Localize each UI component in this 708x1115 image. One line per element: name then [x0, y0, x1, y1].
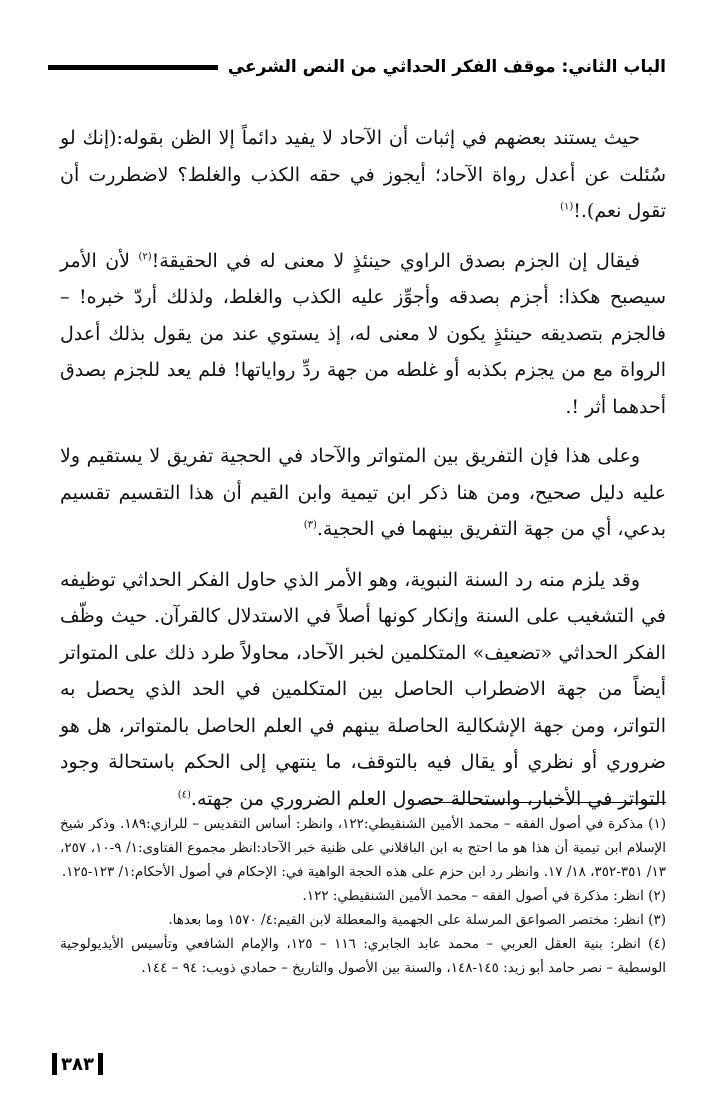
footnote-ref-2: (٢): [138, 251, 152, 263]
footnote-ref-4: (٤): [177, 789, 191, 801]
page-number-bar-right: [98, 1053, 103, 1075]
main-text: [60, 120, 666, 817]
paragraph-4: وقد يلزم منه رد السنة النبوية، وهو الأمر الذي حاول الفكر الحداثي توظيفه في التشغيب على السنة وإنكار كونها أصلاً في الاستدلال كالقرآن. حيث وظّف الفكر الحداثي «تضعيف» المتكلمين لخبر الآحاد، محاولاً طرد ذلك على المتواتر أيضاً من جهة الاضطراب الحاصل بين المتكلمين في الحد الذي يحصل به التواتر، ومن جهة الإشكالية الحاصلة بينهم في العلم الحاصل بالمتواتر، هل هو ضروري أو نظري أو يقال فيه بالتوقف، ما ينتهي إلى الحكم باستحالة وجود التواتر في الأخبار، واستحالة حصول العلم الضروري من جهته.$^{(٤)}$: [60, 568, 666, 810]
footnote-3: (٣) انظر: مختصر الصواعق المرسلة على الجهمية والمعطلة لابن القيم:٤/ ١٥٧٠ وما بعدها.: [168, 912, 666, 928]
paragraph-3: وعلى هذا فإن التفريق بين المتواتر والآحاد في الحجية تفريق لا يستقيم ولا عليه دليل صحيح، ومن هنا ذكر ابن تيمية وابن القيم أن هذا التقسيم تقسيم بدعي، أي من جهة التفريق بينهما في الحجية.$^{(٣)}$: [60, 445, 666, 540]
header-rule: [48, 65, 218, 70]
paragraph-1: حيث يستند بعضهم في إثبات أن الآحاد لا يفيد دائماً إلا الظن بقوله:(إنك لو سُئلت عن أعدل رواة الآحاد؛ أيجوز في حقه الكذب والغلط؟ لاضطررت أن تقول نعم).!$^{(١)}$: [60, 127, 666, 222]
footnote-ref-3: (٣): [303, 519, 317, 531]
chapter-title: الباب الثاني: موقف الفكر الحداثي من النص الشرعي: [227, 57, 666, 77]
paragraph-2: فيقال إن الجزم بصدق الراوي حينئذٍ لا معنى له في الحقيقة!$^{(٢)}$ لأن الأمر سيصبح هكذا: أجزم بصدقه وأجوِّز عليه الكذب والغلط، ولذلك أردّ خبره! – فالجزم بتصديقه حينئذٍ يكون لا معنى له، إذ يستوي عند من يقول بذلك أعدل الرواة مع من يجزم بكذبه أو غلطه من جهة ردِّ رواياتها! فلم يعد للجزم بصدق أحدهما أثر !.: [60, 249, 666, 418]
footnote-4: (٤) انظر: بنية العقل العربي – محمد عابد الجابري: ١١٦ – ١٢٥، والإمام الشافعي وتأسيس الأيديولوجية الوسطية – نصر حامد أبو زيد: ١٤٥-١٤٨، والسنة بين الأصول والتاريخ – حمادي ذويب: ٩٤ – ١٤٤.: [60, 936, 666, 976]
footnotes: [60, 812, 666, 980]
running-header: [48, 52, 666, 82]
page-number-badge: [52, 1051, 103, 1077]
footnote-separator: [424, 802, 666, 803]
footnote-ref-1: (١): [560, 201, 574, 213]
footnote-2: (٢) انظر: مذكرة في أصول الفقه – محمد الأمين الشنقيطي: ١٢٢.: [302, 888, 666, 904]
page-number-bar-left: [52, 1053, 57, 1075]
page-number: ٣٨٣: [61, 1053, 94, 1075]
footnote-1: (١) مذكرة في أصول الفقه – محمد الأمين الشنقيطي:١٢٢، وانظر: أساس التقديس – للرازي:١٨٩. وذكر شيخ الإسلام ابن تيمية أن هذا هو ما احتج به ابن الباقلاني على ظنية خبر الآحاد:انظر مجموع الفتاوى:١/ ٩-١٠، ٢٥٧، ١٣/ ٣٥١-٣٥٢، ١٨/ ١٧. وانظر رد ابن حزم على هذه الحجة الواهية في: الإحكام في أصول الأحكام:١/ ١٢٣-١٢٥.: [60, 816, 666, 880]
